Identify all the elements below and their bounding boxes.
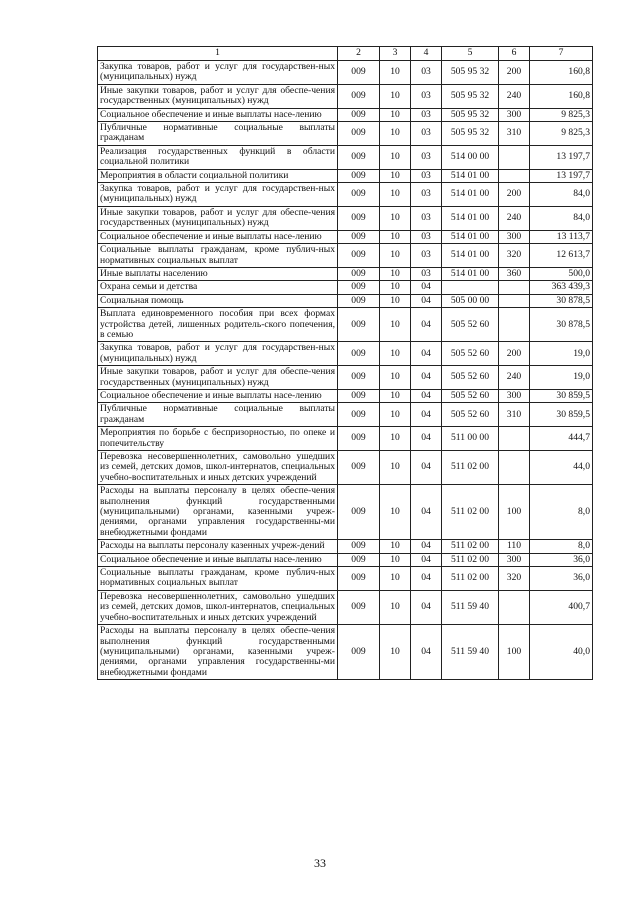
cell-section-code: 10: [380, 244, 411, 268]
cell-expense-type: 310: [499, 122, 530, 146]
cell-item-name: Социальные выплаты гражданам, кроме публич-ных нормативных социальных выплат: [98, 567, 338, 591]
cell-item-name: Иные закупки товаров, работ и услуг для обеспе-чения государственных (муниципальных) нужд: [98, 366, 338, 390]
cell-subsection-code: 04: [411, 625, 442, 680]
cell-item-name: Мероприятия в области социальной политики: [98, 169, 338, 182]
cell-item-name: Закупка товаров, работ и услуг для государствен-ных (муниципальных) нужд: [98, 342, 338, 366]
cell-expense-type: 320: [499, 244, 530, 268]
cell-target-article: 505 95 32: [442, 61, 499, 85]
cell-amount: 36,0: [530, 567, 593, 591]
cell-ministry-code: 009: [338, 590, 380, 624]
cell-item-name: Расходы на выплаты персоналу в целях обеспе-чения выполнения функций государственными (муниципальными) органами, казенными учреж-дениями, органами управления государственны-ми внебюджетными фондами: [98, 625, 338, 680]
cell-amount: 8,0: [530, 485, 593, 540]
cell-item-name: Перевозка несовершеннолетних, самовольно ушедших из семей, детских домов, школ-интернатов, специальных учебно-воспитательных и иных детских учреждений: [98, 590, 338, 624]
table-row: [98, 567, 593, 591]
table-row: [98, 230, 593, 243]
cell-ministry-code: 009: [338, 281, 380, 294]
cell-ministry-code: 009: [338, 122, 380, 146]
table-row: [98, 169, 593, 182]
cell-subsection-code: 03: [411, 267, 442, 280]
cell-subsection-code: 03: [411, 145, 442, 169]
table-row: [98, 244, 593, 268]
table-row: [98, 389, 593, 402]
cell-target-article: 505 52 60: [442, 342, 499, 366]
table-row: [98, 206, 593, 230]
cell-item-name: Социальное обеспечение и иные выплаты насе-лению: [98, 389, 338, 402]
cell-amount: 12 613,7: [530, 244, 593, 268]
cell-ministry-code: 009: [338, 342, 380, 366]
cell-expense-type: [499, 590, 530, 624]
cell-subsection-code: 04: [411, 389, 442, 402]
table-row: [98, 553, 593, 566]
cell-target-article: 505 95 32: [442, 108, 499, 121]
cell-amount: 19,0: [530, 366, 593, 390]
cell-subsection-code: 04: [411, 294, 442, 307]
cell-amount: 30 878,5: [530, 308, 593, 342]
cell-amount: 13 197,7: [530, 169, 593, 182]
cell-expense-type: [499, 294, 530, 307]
cell-expense-type: 310: [499, 403, 530, 427]
cell-target-article: 514 01 00: [442, 267, 499, 280]
header-cell-6: 6: [499, 47, 530, 61]
cell-amount: 9 825,3: [530, 108, 593, 121]
table-row: [98, 294, 593, 307]
cell-subsection-code: 03: [411, 206, 442, 230]
header-cell-4: 4: [411, 47, 442, 61]
cell-subsection-code: 03: [411, 61, 442, 85]
cell-ministry-code: 009: [338, 427, 380, 451]
cell-target-article: 505 00 00: [442, 294, 499, 307]
cell-item-name: Социальное обеспечение и иные выплаты насе-лению: [98, 108, 338, 121]
table-row: [98, 427, 593, 451]
cell-target-article: 511 59 40: [442, 590, 499, 624]
table-header: [98, 47, 593, 61]
table-row: [98, 451, 593, 485]
cell-section-code: 10: [380, 308, 411, 342]
cell-subsection-code: 03: [411, 84, 442, 108]
cell-subsection-code: 04: [411, 427, 442, 451]
cell-expense-type: 240: [499, 206, 530, 230]
cell-section-code: 10: [380, 403, 411, 427]
cell-item-name: Реализация государственных функций в области социальной политики: [98, 145, 338, 169]
cell-ministry-code: 009: [338, 84, 380, 108]
cell-item-name: Выплата единовременного пособия при всех формах устройства детей, лишенных родитель-ского попечения, в семью: [98, 308, 338, 342]
cell-item-name: Социальные выплаты гражданам, кроме публич-ных нормативных социальных выплат: [98, 244, 338, 268]
cell-section-code: 10: [380, 389, 411, 402]
cell-target-article: 511 02 00: [442, 567, 499, 591]
table-row: [98, 145, 593, 169]
cell-expense-type: [499, 308, 530, 342]
cell-ministry-code: 009: [338, 553, 380, 566]
cell-ministry-code: 009: [338, 145, 380, 169]
cell-section-code: 10: [380, 183, 411, 207]
cell-item-name: Социальное обеспечение и иные выплаты насе-лению: [98, 230, 338, 243]
cell-amount: 13 113,7: [530, 230, 593, 243]
cell-subsection-code: 03: [411, 244, 442, 268]
cell-expense-type: 360: [499, 267, 530, 280]
cell-target-article: 514 01 00: [442, 230, 499, 243]
cell-expense-type: 100: [499, 625, 530, 680]
cell-expense-type: [499, 427, 530, 451]
cell-ministry-code: 009: [338, 366, 380, 390]
cell-expense-type: 300: [499, 108, 530, 121]
cell-target-article: 505 52 60: [442, 308, 499, 342]
cell-expense-type: 300: [499, 389, 530, 402]
cell-section-code: 10: [380, 342, 411, 366]
cell-amount: 30 859,5: [530, 403, 593, 427]
cell-expense-type: 200: [499, 342, 530, 366]
cell-section-code: 10: [380, 122, 411, 146]
cell-target-article: 505 52 60: [442, 366, 499, 390]
cell-target-article: 514 01 00: [442, 183, 499, 207]
cell-section-code: 10: [380, 294, 411, 307]
cell-ministry-code: 009: [338, 403, 380, 427]
page-number: 33: [314, 856, 326, 870]
cell-amount: 160,8: [530, 84, 593, 108]
cell-expense-type: 320: [499, 567, 530, 591]
cell-subsection-code: 03: [411, 108, 442, 121]
cell-amount: 36,0: [530, 553, 593, 566]
cell-target-article: 505 52 60: [442, 403, 499, 427]
cell-ministry-code: 009: [338, 485, 380, 540]
cell-section-code: 10: [380, 427, 411, 451]
cell-amount: 444,7: [530, 427, 593, 451]
cell-amount: 500,0: [530, 267, 593, 280]
cell-amount: 84,0: [530, 206, 593, 230]
cell-section-code: 10: [380, 366, 411, 390]
cell-amount: 400,7: [530, 590, 593, 624]
cell-item-name: Иные выплаты населению: [98, 267, 338, 280]
cell-amount: 9 825,3: [530, 122, 593, 146]
cell-expense-type: 200: [499, 61, 530, 85]
cell-ministry-code: 009: [338, 183, 380, 207]
cell-ministry-code: 009: [338, 61, 380, 85]
cell-item-name: Перевозка несовершеннолетних, самовольно ушедших из семей, детских домов, школ-интернатов, специальных учебно-воспитательных и иных детских учреждений: [98, 451, 338, 485]
cell-expense-type: 240: [499, 366, 530, 390]
cell-target-article: 505 52 60: [442, 389, 499, 402]
cell-target-article: 514 01 00: [442, 169, 499, 182]
cell-subsection-code: 03: [411, 122, 442, 146]
cell-subsection-code: 04: [411, 281, 442, 294]
header-cell-7: 7: [530, 47, 593, 61]
cell-expense-type: [499, 451, 530, 485]
cell-amount: 363 439,3: [530, 281, 593, 294]
cell-amount: 8,0: [530, 540, 593, 553]
cell-ministry-code: 009: [338, 267, 380, 280]
header-cell-3: 3: [380, 47, 411, 61]
cell-target-article: 505 95 32: [442, 84, 499, 108]
cell-amount: 40,0: [530, 625, 593, 680]
table-row: [98, 122, 593, 146]
cell-section-code: 10: [380, 169, 411, 182]
table-row: [98, 485, 593, 540]
cell-ministry-code: 009: [338, 625, 380, 680]
header-cell-2: 2: [338, 47, 380, 61]
cell-amount: 13 197,7: [530, 145, 593, 169]
cell-expense-type: 100: [499, 485, 530, 540]
cell-ministry-code: 009: [338, 389, 380, 402]
cell-section-code: 10: [380, 84, 411, 108]
cell-subsection-code: 04: [411, 308, 442, 342]
cell-target-article: 511 02 00: [442, 553, 499, 566]
cell-item-name: Социальная помощь: [98, 294, 338, 307]
cell-subsection-code: 04: [411, 403, 442, 427]
cell-target-article: 505 95 32: [442, 122, 499, 146]
header-cell-5: 5: [442, 47, 499, 61]
table-row: [98, 625, 593, 680]
cell-target-article: 514 01 00: [442, 206, 499, 230]
cell-item-name: Иные закупки товаров, работ и услуг для обеспе-чения государственных (муниципальных) нужд: [98, 84, 338, 108]
cell-section-code: 10: [380, 281, 411, 294]
cell-item-name: Расходы на выплаты персоналу в целях обеспе-чения выполнения функций государственными (муниципальными) органами, казенными учреж-дениями, органами управления государственны-ми внебюджетными фондами: [98, 485, 338, 540]
cell-section-code: 10: [380, 108, 411, 121]
cell-expense-type: 110: [499, 540, 530, 553]
cell-item-name: Закупка товаров, работ и услуг для государствен-ных (муниципальных) нужд: [98, 61, 338, 85]
cell-amount: 30 878,5: [530, 294, 593, 307]
header-cell-1: 1: [98, 47, 338, 61]
cell-ministry-code: 009: [338, 567, 380, 591]
cell-ministry-code: 009: [338, 451, 380, 485]
budget-table: [97, 46, 593, 680]
cell-section-code: 10: [380, 540, 411, 553]
cell-expense-type: 240: [499, 84, 530, 108]
cell-expense-type: [499, 145, 530, 169]
header-row: [98, 47, 593, 61]
cell-subsection-code: 03: [411, 183, 442, 207]
cell-target-article: 511 59 40: [442, 625, 499, 680]
cell-target-article: 514 00 00: [442, 145, 499, 169]
cell-subsection-code: 04: [411, 567, 442, 591]
cell-target-article: 514 01 00: [442, 244, 499, 268]
cell-ministry-code: 009: [338, 540, 380, 553]
cell-section-code: 10: [380, 590, 411, 624]
cell-subsection-code: 04: [411, 366, 442, 390]
cell-ministry-code: 009: [338, 206, 380, 230]
cell-ministry-code: 009: [338, 230, 380, 243]
cell-target-article: 511 02 00: [442, 540, 499, 553]
cell-subsection-code: 04: [411, 540, 442, 553]
cell-section-code: 10: [380, 485, 411, 540]
cell-ministry-code: 009: [338, 108, 380, 121]
cell-section-code: 10: [380, 230, 411, 243]
cell-subsection-code: 04: [411, 590, 442, 624]
cell-item-name: Охрана семьи и детства: [98, 281, 338, 294]
cell-expense-type: 300: [499, 230, 530, 243]
cell-item-name: Мероприятия по борьбе с беспризорностью, по опеке и попечительству: [98, 427, 338, 451]
cell-section-code: 10: [380, 61, 411, 85]
cell-ministry-code: 009: [338, 169, 380, 182]
cell-ministry-code: 009: [338, 294, 380, 307]
table-row: [98, 61, 593, 85]
table-row: [98, 84, 593, 108]
table-row: [98, 540, 593, 553]
cell-item-name: Публичные нормативные социальные выплаты гражданам: [98, 122, 338, 146]
cell-amount: 44,0: [530, 451, 593, 485]
cell-subsection-code: 04: [411, 485, 442, 540]
cell-expense-type: 300: [499, 553, 530, 566]
cell-section-code: 10: [380, 145, 411, 169]
cell-expense-type: [499, 169, 530, 182]
table-row: [98, 308, 593, 342]
cell-section-code: 10: [380, 267, 411, 280]
cell-target-article: 511 02 00: [442, 451, 499, 485]
cell-amount: 160,8: [530, 61, 593, 85]
table-row: [98, 281, 593, 294]
cell-section-code: 10: [380, 625, 411, 680]
cell-expense-type: [499, 281, 530, 294]
cell-expense-type: 200: [499, 183, 530, 207]
cell-target-article: 511 00 00: [442, 427, 499, 451]
cell-subsection-code: 04: [411, 451, 442, 485]
table-body: [98, 61, 593, 680]
cell-subsection-code: 03: [411, 230, 442, 243]
cell-amount: 84,0: [530, 183, 593, 207]
table-row: [98, 366, 593, 390]
cell-section-code: 10: [380, 553, 411, 566]
cell-item-name: Закупка товаров, работ и услуг для государствен-ных (муниципальных) нужд: [98, 183, 338, 207]
cell-section-code: 10: [380, 451, 411, 485]
cell-target-article: [442, 281, 499, 294]
cell-ministry-code: 009: [338, 308, 380, 342]
table-row: [98, 590, 593, 624]
cell-section-code: 10: [380, 567, 411, 591]
cell-item-name: Расходы на выплаты персоналу казенных учреж-дений: [98, 540, 338, 553]
cell-subsection-code: 04: [411, 342, 442, 366]
cell-item-name: Иные закупки товаров, работ и услуг для обеспе-чения государственных (муниципальных) нужд: [98, 206, 338, 230]
cell-amount: 19,0: [530, 342, 593, 366]
cell-subsection-code: 03: [411, 169, 442, 182]
cell-ministry-code: 009: [338, 244, 380, 268]
cell-item-name: Публичные нормативные социальные выплаты гражданам: [98, 403, 338, 427]
table-row: [98, 403, 593, 427]
table-row: [98, 183, 593, 207]
cell-section-code: 10: [380, 206, 411, 230]
cell-amount: 30 859,5: [530, 389, 593, 402]
table-row: [98, 108, 593, 121]
cell-target-article: 511 02 00: [442, 485, 499, 540]
cell-item-name: Социальное обеспечение и иные выплаты насе-лению: [98, 553, 338, 566]
table-row: [98, 342, 593, 366]
table-row: [98, 267, 593, 280]
cell-subsection-code: 04: [411, 553, 442, 566]
